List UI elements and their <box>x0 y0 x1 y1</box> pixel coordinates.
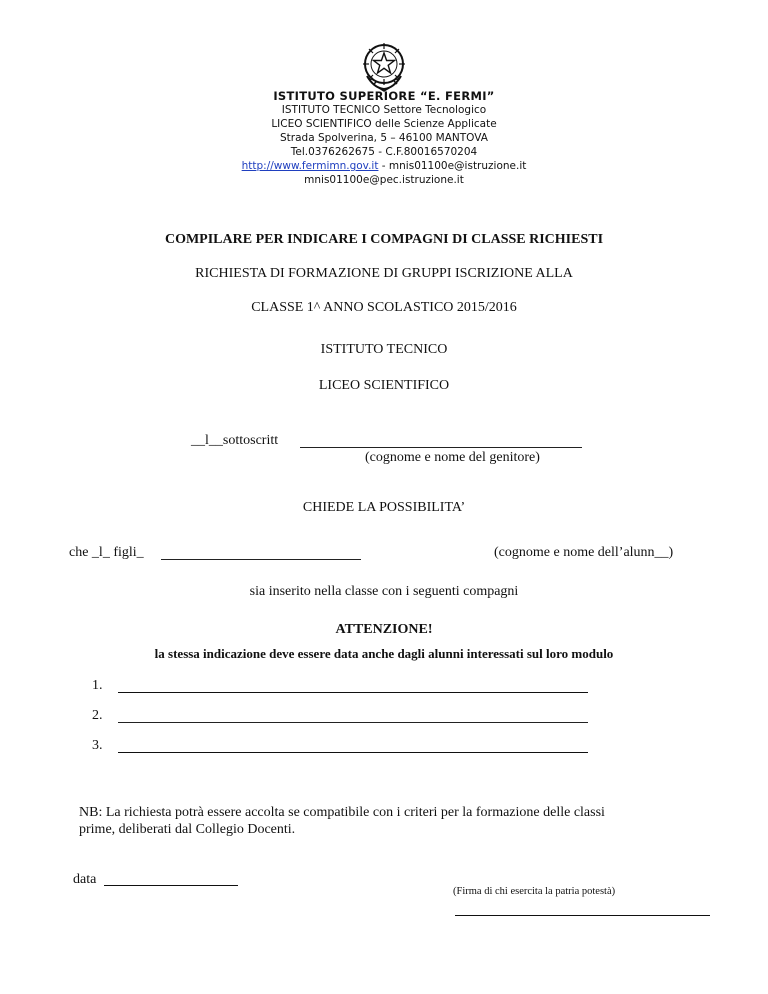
child-label: che _l_ figli_ <box>69 545 144 560</box>
form-subtitle-2: CLASSE 1^ ANNO SCOLASTICO 2015/2016 <box>251 300 517 315</box>
option-istituto-tecnico: ISTITUTO TECNICO <box>320 342 448 357</box>
signer-label: __l__sottoscritt <box>191 433 279 448</box>
request-heading: CHIEDE LA POSSIBILITA’ <box>302 500 466 515</box>
list-number-3: 3. <box>92 738 103 753</box>
nb-line-1: NB: La richiesta potrà essere accolta se compatibile con i criteri per la formazione delle classi <box>79 805 605 820</box>
republic-emblem-icon <box>360 40 408 92</box>
classmate-field-3[interactable] <box>118 752 588 753</box>
form-title: COMPILARE PER INDICARE I COMPAGNI DI CLASSE RICHIESTI <box>164 232 604 247</box>
signature-field[interactable] <box>455 915 710 916</box>
school-type-line: ISTITUTO TECNICO Settore Tecnologico <box>281 104 487 116</box>
school-name: ISTITUTO SUPERIORE “E. FERMI” <box>273 89 495 103</box>
notice-text: la stessa indicazione deve essere data anche dagli alunni interessati sul loro modulo <box>154 646 614 661</box>
school-address: Strada Spolverina, 5 – 46100 MANTOVA <box>280 132 488 144</box>
list-number-1: 1. <box>92 678 103 693</box>
list-number-2: 2. <box>92 708 103 723</box>
school-phone: Tel.0376262675 - C.F.80016570204 <box>290 146 478 158</box>
signature-hint: (Firma di chi esercita la patria potestà) <box>453 886 616 897</box>
form-subtitle-1: RICHIESTA DI FORMAZIONE DI GRUPPI ISCRIZIONE ALLA <box>195 266 573 281</box>
nb-line-2: prime, deliberati dal Collegio Docenti. <box>79 822 296 837</box>
signer-hint: (cognome e nome del genitore) <box>365 450 540 465</box>
date-label: data <box>73 872 97 887</box>
email-text: - mnis01100e@istruzione.it <box>378 160 527 172</box>
signer-name-field[interactable] <box>300 447 582 448</box>
option-liceo-scientifico: LICEO SCIENTIFICO <box>318 378 450 393</box>
child-hint: (cognome e nome dell’alunn__) <box>494 545 674 560</box>
pec-email: mnis01100e@pec.istruzione.it <box>304 174 464 186</box>
website-link[interactable]: http://www.fermimn.gov.it <box>241 160 379 172</box>
school-liceo-line: LICEO SCIENTIFICO delle Scienze Applicate <box>271 118 497 130</box>
child-name-field[interactable] <box>161 559 361 560</box>
class-instruction: sia inserito nella classe con i seguenti compagni <box>249 584 519 599</box>
classmate-field-2[interactable] <box>118 722 588 723</box>
classmate-field-1[interactable] <box>118 692 588 693</box>
date-field[interactable] <box>104 885 238 886</box>
attention-heading: ATTENZIONE! <box>335 622 433 637</box>
school-contacts <box>0 159 768 173</box>
